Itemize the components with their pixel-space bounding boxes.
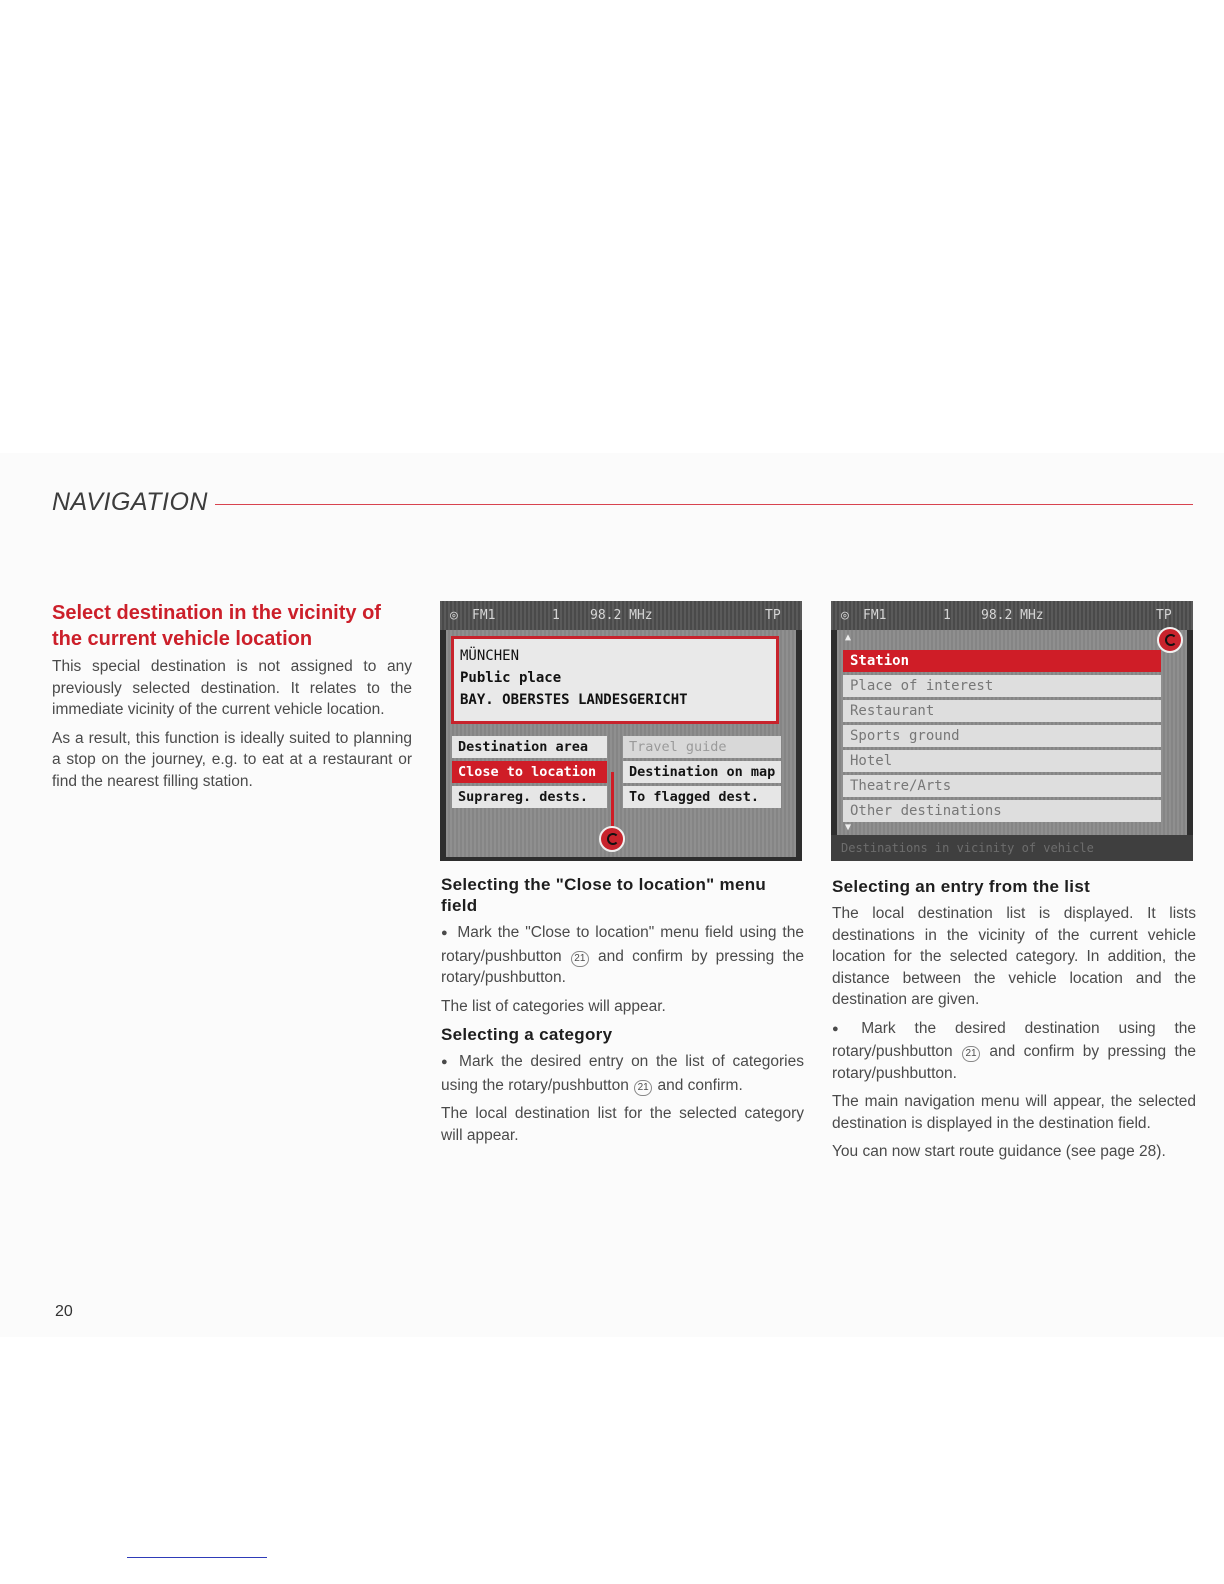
category-restaurant[interactable]: Restaurant [843, 700, 1161, 722]
section-rule [215, 504, 1193, 505]
tp-label: TP [765, 608, 781, 623]
frequency-label: 98.2 MHz [981, 608, 1044, 623]
nav-screen-categories [831, 601, 1193, 861]
scroll-up-icon: ▲ [845, 632, 852, 643]
menu-close-to-location[interactable]: Close to location [452, 761, 607, 783]
category-other-destinations[interactable]: Other destinations [843, 800, 1161, 822]
left-paragraph-1: This special destination is not assigned to any previously selected destination. It relates to the immediate vicinity of the current vehicle location. [52, 658, 412, 718]
left-column [52, 600, 412, 799]
menu-travel-guide[interactable]: Travel guide [623, 736, 781, 758]
middle-paragraph-4: The local destination list for the selected category will appear. [441, 1105, 804, 1144]
destination-name: BAY. OBERSTES LANDESGERICHT [460, 692, 688, 708]
category-theatre-arts[interactable]: Theatre/Arts [843, 775, 1161, 797]
menu-to-flagged-dest[interactable]: To flagged dest. [623, 786, 781, 808]
middle-step-1: ● Mark the "Close to location" menu field using the rotary/pushbutton 21 and confirm by pressing the rotary/pushbutton. [441, 922, 804, 989]
rotary-knob-icon [599, 826, 625, 852]
section-title: NAVIGATION [52, 488, 208, 516]
band-label: FM1 [472, 608, 496, 623]
category-place-of-interest[interactable]: Place of interest [843, 675, 1161, 697]
left-heading: Select destination in the vicinity of the current vehicle location [52, 602, 381, 650]
destination-field[interactable] [451, 636, 779, 724]
footer-line [127, 1557, 267, 1558]
right-heading: Selecting an entry from the list [832, 877, 1091, 896]
button-21-icon: 21 [571, 951, 589, 967]
radio-icon: ◎ [450, 608, 458, 623]
screen-caption: Destinations in vicinity of vehicle [831, 835, 1193, 861]
preset-label: 1 [552, 608, 560, 623]
scroll-down-icon: ▼ [845, 822, 852, 833]
button-21-icon: 21 [634, 1080, 652, 1096]
middle-step-2: ● Mark the desired entry on the list of categories using the rotary/pushbutton 21 and confirm. [441, 1051, 804, 1096]
band-label: FM1 [863, 608, 887, 623]
frequency-label: 98.2 MHz [590, 608, 653, 623]
right-column [832, 876, 1196, 1170]
menu-suprareg-dests[interactable]: Suprareg. dests. [452, 786, 607, 808]
middle-heading-1: Selecting the "Close to location" menu field [441, 875, 767, 915]
radio-icon: ◎ [841, 608, 849, 623]
category-station[interactable]: Station [843, 650, 1161, 672]
preset-label: 1 [943, 608, 951, 623]
middle-paragraph-2: The list of categories will appear. [441, 997, 666, 1015]
right-paragraph-3: The main navigation menu will appear, the selected destination is displayed in the destination field. [832, 1093, 1196, 1132]
destination-city: MÜNCHEN [460, 648, 520, 664]
page-number: 20 [55, 1303, 73, 1320]
middle-heading-2: Selecting a category [441, 1025, 613, 1044]
category-sports-ground[interactable]: Sports ground [843, 725, 1161, 747]
middle-column [441, 874, 804, 1153]
selection-connector [611, 772, 614, 826]
right-paragraph-1: The local destination list is displayed. It lists destinations in the vicinity of the current vehicle location for the selected category. In addition, the distance between the vehicle location and the destination are given. [832, 905, 1196, 1008]
destination-category: Public place [460, 670, 562, 686]
category-hotel[interactable]: Hotel [843, 750, 1161, 772]
status-bar [831, 601, 1193, 630]
rotary-knob-icon [1157, 627, 1183, 653]
screen-body [446, 630, 796, 857]
tp-label: TP [1156, 608, 1172, 623]
menu-destination-area[interactable]: Destination area [452, 736, 607, 758]
right-step-1: ● Mark the desired destination using the rotary/pushbutton 21 and confirm by pressing the rotary/pushbutton. [832, 1018, 1196, 1085]
button-21-icon: 21 [962, 1046, 980, 1062]
menu-destination-on-map[interactable]: Destination on map [623, 761, 781, 783]
left-paragraph-2: As a result, this function is ideally suited to planning a stop on the journey, e.g. to eat at a restaurant or find the nearest filling station. [52, 729, 412, 790]
right-paragraph-4: You can now start route guidance (see page 28). [832, 1143, 1166, 1160]
nav-screen-menu [440, 601, 802, 861]
screen-body [837, 630, 1187, 861]
status-bar [440, 601, 802, 630]
